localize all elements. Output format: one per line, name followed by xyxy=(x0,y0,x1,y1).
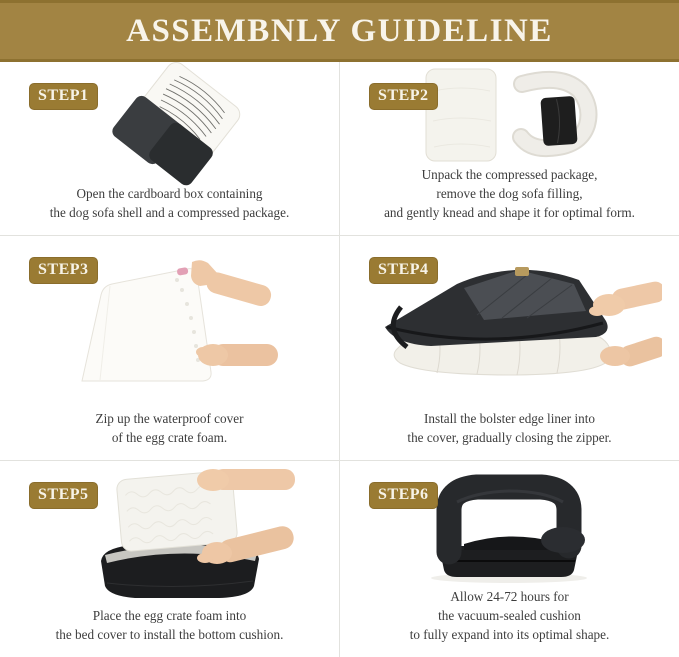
step2-panel xyxy=(340,62,679,236)
steps-grid xyxy=(0,62,679,657)
step2-caption xyxy=(384,165,635,235)
step1-caption xyxy=(50,184,290,235)
caption-line: the cover, gradually closing the zipper. xyxy=(407,429,612,445)
step6-badge: STEP6 xyxy=(369,482,438,509)
step5-caption xyxy=(56,606,284,657)
step3-badge: STEP3 xyxy=(29,257,98,284)
caption-line: and gently knead and shape it for optimal form. xyxy=(384,204,635,220)
step4-badge: STEP4 xyxy=(369,257,438,284)
step1-panel xyxy=(0,62,340,236)
caption-line: to fully expand into its optimal shape. xyxy=(409,626,610,642)
step1-badge: STEP1 xyxy=(29,83,98,110)
step6-photo xyxy=(417,464,602,588)
step5-badge: STEP5 xyxy=(29,482,98,509)
caption-line: Unpack the compressed package, xyxy=(421,166,598,182)
caption-line: Zip up the waterproof cover xyxy=(95,410,244,426)
step2-illustration xyxy=(340,62,679,165)
header-banner xyxy=(0,0,679,62)
step3-panel xyxy=(0,236,340,461)
caption-line: of the egg crate foam. xyxy=(111,429,228,445)
step4-caption xyxy=(407,409,611,460)
step4-panel xyxy=(340,236,679,461)
caption-line: Allow 24-72 hours for xyxy=(450,588,569,604)
caption-line: the vacuum-sealed cushion xyxy=(438,607,581,623)
caption-line: the bed cover to install the bottom cushion. xyxy=(55,626,284,642)
caption-line: remove the dog sofa filling, xyxy=(436,185,583,201)
step5-panel xyxy=(0,461,340,657)
step1-photo xyxy=(95,58,245,192)
caption-line: Place the egg crate foam into xyxy=(92,607,247,623)
step6-panel xyxy=(340,461,679,657)
caption-line: Install the bolster edge liner into xyxy=(423,410,596,426)
step2-photo xyxy=(420,61,600,169)
step6-illustration xyxy=(340,461,679,587)
caption-line: the dog sofa shell and a compressed package. xyxy=(49,204,290,220)
step1-illustration xyxy=(0,62,339,184)
step2-badge: STEP2 xyxy=(369,83,438,110)
page-title: ASSEMBNLY GUIDELINE xyxy=(126,12,553,49)
caption-line: Open the cardboard box containing xyxy=(76,185,263,201)
step6-caption xyxy=(410,587,610,657)
step3-caption xyxy=(96,409,244,460)
